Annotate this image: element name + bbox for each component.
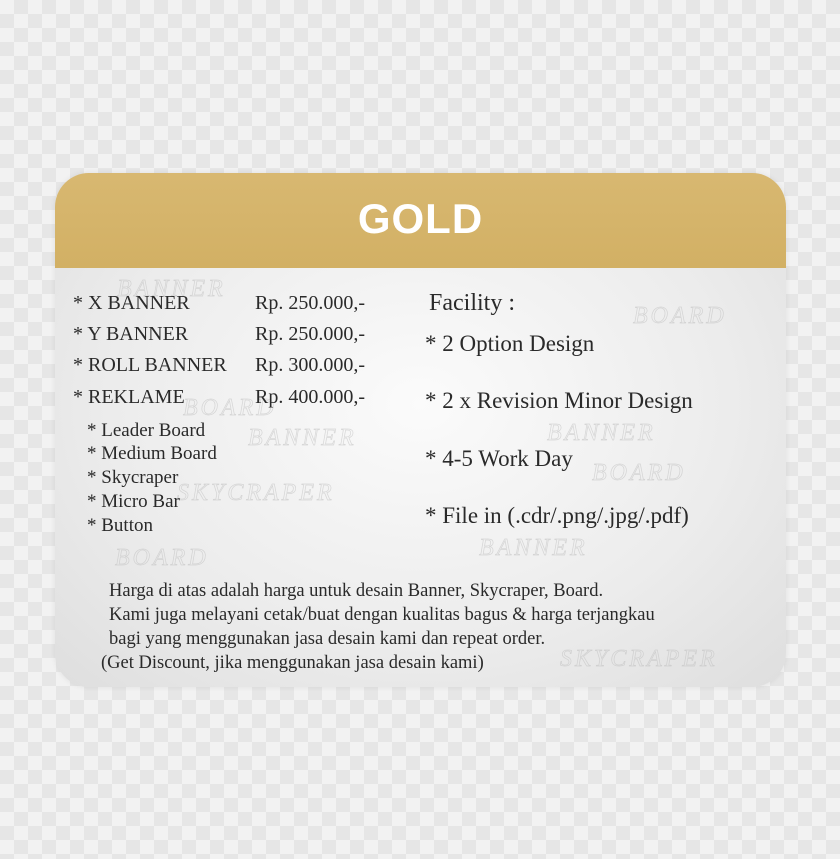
watermark-text: BANNER — [248, 425, 357, 451]
facility-item: * 2 Option Design — [425, 331, 595, 356]
product-price: Rp. 300.000,- — [255, 354, 365, 376]
product-price: Rp. 400.000,- — [255, 386, 365, 408]
watermark-text: BANNER — [479, 535, 588, 561]
package-title: GOLD — [357, 195, 484, 242]
reklame-sub-item: * Micro Bar — [87, 491, 180, 512]
watermark-text: BOARD — [633, 303, 727, 329]
product-label: * REKLAME — [73, 386, 185, 408]
note-line: Harga di atas adalah harga untuk desain Banner, Skycraper, Board. — [109, 581, 604, 601]
gold-package-card — [55, 173, 786, 687]
watermark-text: SKYCRAPER — [560, 646, 718, 672]
watermark-text: BOARD — [115, 545, 209, 571]
facility-item: * 2 x Revision Minor Design — [425, 388, 693, 413]
product-label: * X BANNER — [73, 292, 190, 314]
watermark-text: SKYCRAPER — [177, 480, 335, 506]
product-price: Rp. 250.000,- — [255, 292, 365, 314]
reklame-sub-item: * Leader Board — [87, 420, 206, 441]
watermark-text: BANNER — [547, 420, 656, 446]
note-line: bagi yang menggunakan jasa desain kami dan repeat order. — [109, 629, 546, 649]
facility-title: Facility : — [429, 290, 515, 316]
product-label: * ROLL BANNER — [73, 354, 227, 376]
card-header — [55, 173, 786, 268]
product-price: Rp. 250.000,- — [255, 323, 365, 345]
reklame-sub-item: * Medium Board — [87, 443, 217, 464]
note-line: (Get Discount, jika menggunakan jasa desain kami) — [101, 653, 484, 673]
reklame-sub-item: * Button — [87, 515, 153, 536]
watermark-text: BOARD — [592, 460, 686, 486]
note-line: Kami juga melayani cetak/buat dengan kualitas bagus & harga terjangkau — [109, 605, 655, 625]
watermark-text: BANNER — [117, 276, 226, 302]
watermark-text: BOARD — [183, 395, 277, 421]
facility-item: * 4-5 Work Day — [425, 446, 573, 471]
product-label: * Y BANNER — [73, 323, 189, 345]
facility-item: * File in (.cdr/.png/.jpg/.pdf) — [425, 503, 689, 528]
reklame-sub-item: * Skycraper — [87, 467, 179, 488]
